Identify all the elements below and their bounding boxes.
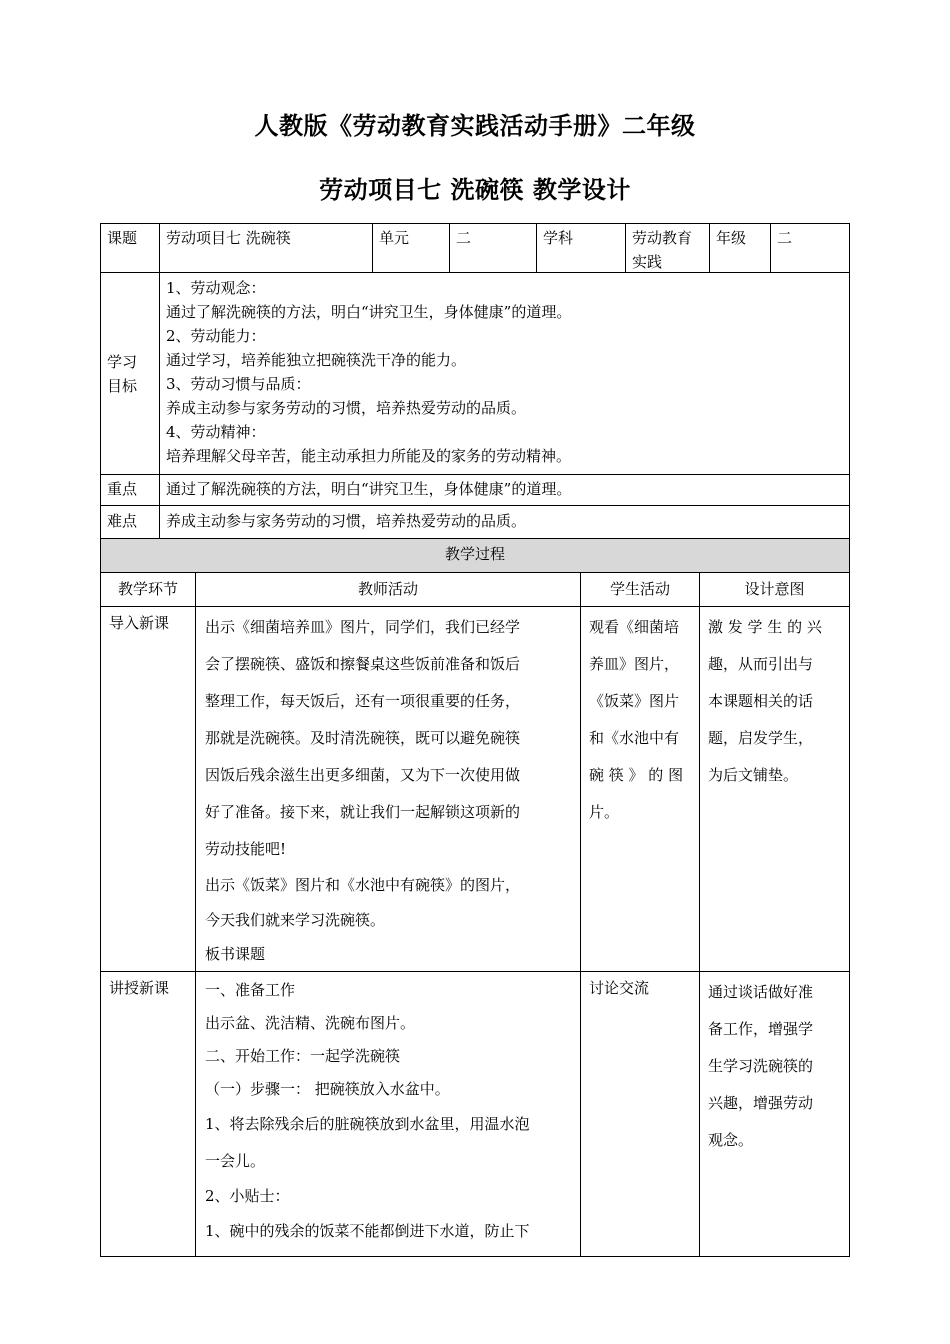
text-line: 养皿》图片， <box>589 655 680 673</box>
text-line: 生学习洗碗筷的 <box>708 1057 814 1075</box>
text-line: 观看《细菌培 <box>589 618 680 636</box>
design-intent-intro <box>700 609 849 794</box>
stage-teaching: 讲授新课 <box>109 979 170 997</box>
text-line: 观念。 <box>708 1131 754 1149</box>
document-title: 人教版《劳动教育实践活动手册》二年级 <box>254 112 696 140</box>
text-line: 备工作，增强学 <box>708 1020 814 1038</box>
student-activity-teaching <box>581 976 699 1000</box>
text-line: 二、开始工作：一起学洗碗筷 <box>205 1047 401 1065</box>
text-line: 劳动技能吧! <box>205 840 287 858</box>
stage-intro: 导入新课 <box>109 614 170 632</box>
table-border-right <box>849 223 850 1257</box>
text-line: 为后文铺垫。 <box>708 766 799 784</box>
objective-line: 3、劳动习惯与品质： <box>166 375 311 393</box>
teacher-activity-intro <box>196 609 580 970</box>
text-line: 讨论交流 <box>589 979 650 997</box>
text-line: 出示《细菌培养皿》图片，同学们，我们已经学 <box>205 618 521 636</box>
text-line: 趣，从而引出与 <box>708 655 814 673</box>
subject-value <box>626 226 709 274</box>
text-line: 出示《饭菜》图片和《水池中有碗筷》的图片， <box>205 876 521 894</box>
table-rule <box>100 606 850 607</box>
student-activity-intro <box>581 609 699 831</box>
text-line: 好了准备。接下来，就让我们一起解锁这项新的 <box>205 803 521 821</box>
objective-line: 2、劳动能力： <box>166 327 266 345</box>
text-line: 今天我们就来学习洗碗筷。 <box>205 911 386 929</box>
objectives-label-line: 目标 <box>107 377 138 395</box>
text-line: 会了摆碗筷、盛饭和擦餐桌这些饭前准备和饭后 <box>205 655 521 673</box>
text-line: 一、准备工作 <box>205 981 296 999</box>
teacher-activity-teaching <box>196 974 580 1250</box>
document-subtitle: 劳动项目七 洗碗筷 教学设计 <box>319 176 631 204</box>
column-header-teacher: 教师活动 <box>357 580 418 598</box>
text-line: 碗 筷 》 的 图 <box>589 766 684 784</box>
text-line: 激 发 学 生 的 兴 <box>708 618 822 636</box>
subject-label: 学科 <box>543 229 574 247</box>
text-line: 片。 <box>589 803 620 821</box>
column-header-stage: 教学环节 <box>117 580 178 598</box>
grade-label: 年级 <box>716 229 747 247</box>
text-line: 本课题相关的话 <box>708 692 814 710</box>
unit-label: 单元 <box>379 229 410 247</box>
objectives-content <box>160 276 849 468</box>
table-rule <box>100 474 850 475</box>
text-line: 出示盆、洗洁精、洗碗布图片。 <box>205 1014 416 1032</box>
table-rule <box>100 971 850 972</box>
key-point-label: 重点 <box>107 480 138 498</box>
text-line: 和《水池中有 <box>589 729 680 747</box>
key-point-text: 通过了解洗碗筷的方法，明白“讲究卫生，身体健康”的道理。 <box>166 480 572 498</box>
text-line: 《饭菜》图片 <box>589 692 680 710</box>
objective-line: 养成主动参与家务劳动的习惯，培养热爱劳动的品质。 <box>166 399 527 417</box>
table-rule <box>100 572 850 573</box>
unit-value: 二 <box>456 229 472 247</box>
topic-value: 劳动项目七 洗碗筷 <box>166 229 291 247</box>
table-border-top <box>100 223 850 224</box>
text-line: 兴趣，增强劳动 <box>708 1094 814 1112</box>
text-line: 题，启发学生， <box>708 729 814 747</box>
objective-line: 通过了解洗碗筷的方法，明白“讲究卫生，身体健康”的道理。 <box>166 303 572 321</box>
topic-label: 课题 <box>107 229 138 247</box>
subject-value-line: 劳动教育 <box>632 229 693 247</box>
text-line: 一会儿。 <box>205 1152 266 1170</box>
objective-line: 4、劳动精神： <box>166 423 266 441</box>
objectives-label-line: 学习 <box>107 353 138 371</box>
subject-value-line: 实践 <box>632 253 663 271</box>
grade-value: 二 <box>777 229 793 247</box>
objective-line: 培养理解父母辛苦，能主动承担力所能及的家务的劳动精神。 <box>166 447 572 465</box>
text-line: 1、将去除残余后的脏碗筷放到水盆里，用温水泡 <box>205 1115 530 1133</box>
column-header-intent: 设计意图 <box>744 580 805 598</box>
text-line: 因饭后残余滋生出更多细菌，又为下一次使用做 <box>205 766 521 784</box>
table-rule <box>100 272 850 273</box>
table-rule <box>100 505 850 506</box>
column-header-student: 学生活动 <box>609 580 670 598</box>
objectives-label <box>101 350 159 398</box>
text-line: 整理工作，每天饭后，还有一项很重要的任务， <box>205 692 521 710</box>
objective-line: 通过学习，培养能独立把碗筷洗干净的能力。 <box>166 351 467 369</box>
text-line: 板书课题 <box>205 945 266 963</box>
table-border-bottom <box>100 1256 850 1257</box>
text-line: 那就是洗碗筷。及时清洗碗筷，既可以避免碗筷 <box>205 729 521 747</box>
text-line: 1、碗中的残余的饭菜不能都倒进下水道，防止下 <box>205 1222 530 1240</box>
table-rule <box>100 538 850 539</box>
objective-line: 1、劳动观念： <box>166 279 266 297</box>
design-intent-teaching <box>700 974 849 1159</box>
text-line: （一）步骤一： 把碗筷放入水盆中。 <box>205 1080 450 1098</box>
difficulty-text: 养成主动参与家务劳动的习惯，培养热爱劳动的品质。 <box>166 512 527 530</box>
text-line: 通过谈话做好准 <box>708 983 814 1001</box>
text-line: 2、小贴士： <box>205 1187 290 1205</box>
process-heading: 教学过程 <box>444 545 505 563</box>
difficulty-label: 难点 <box>107 512 138 530</box>
